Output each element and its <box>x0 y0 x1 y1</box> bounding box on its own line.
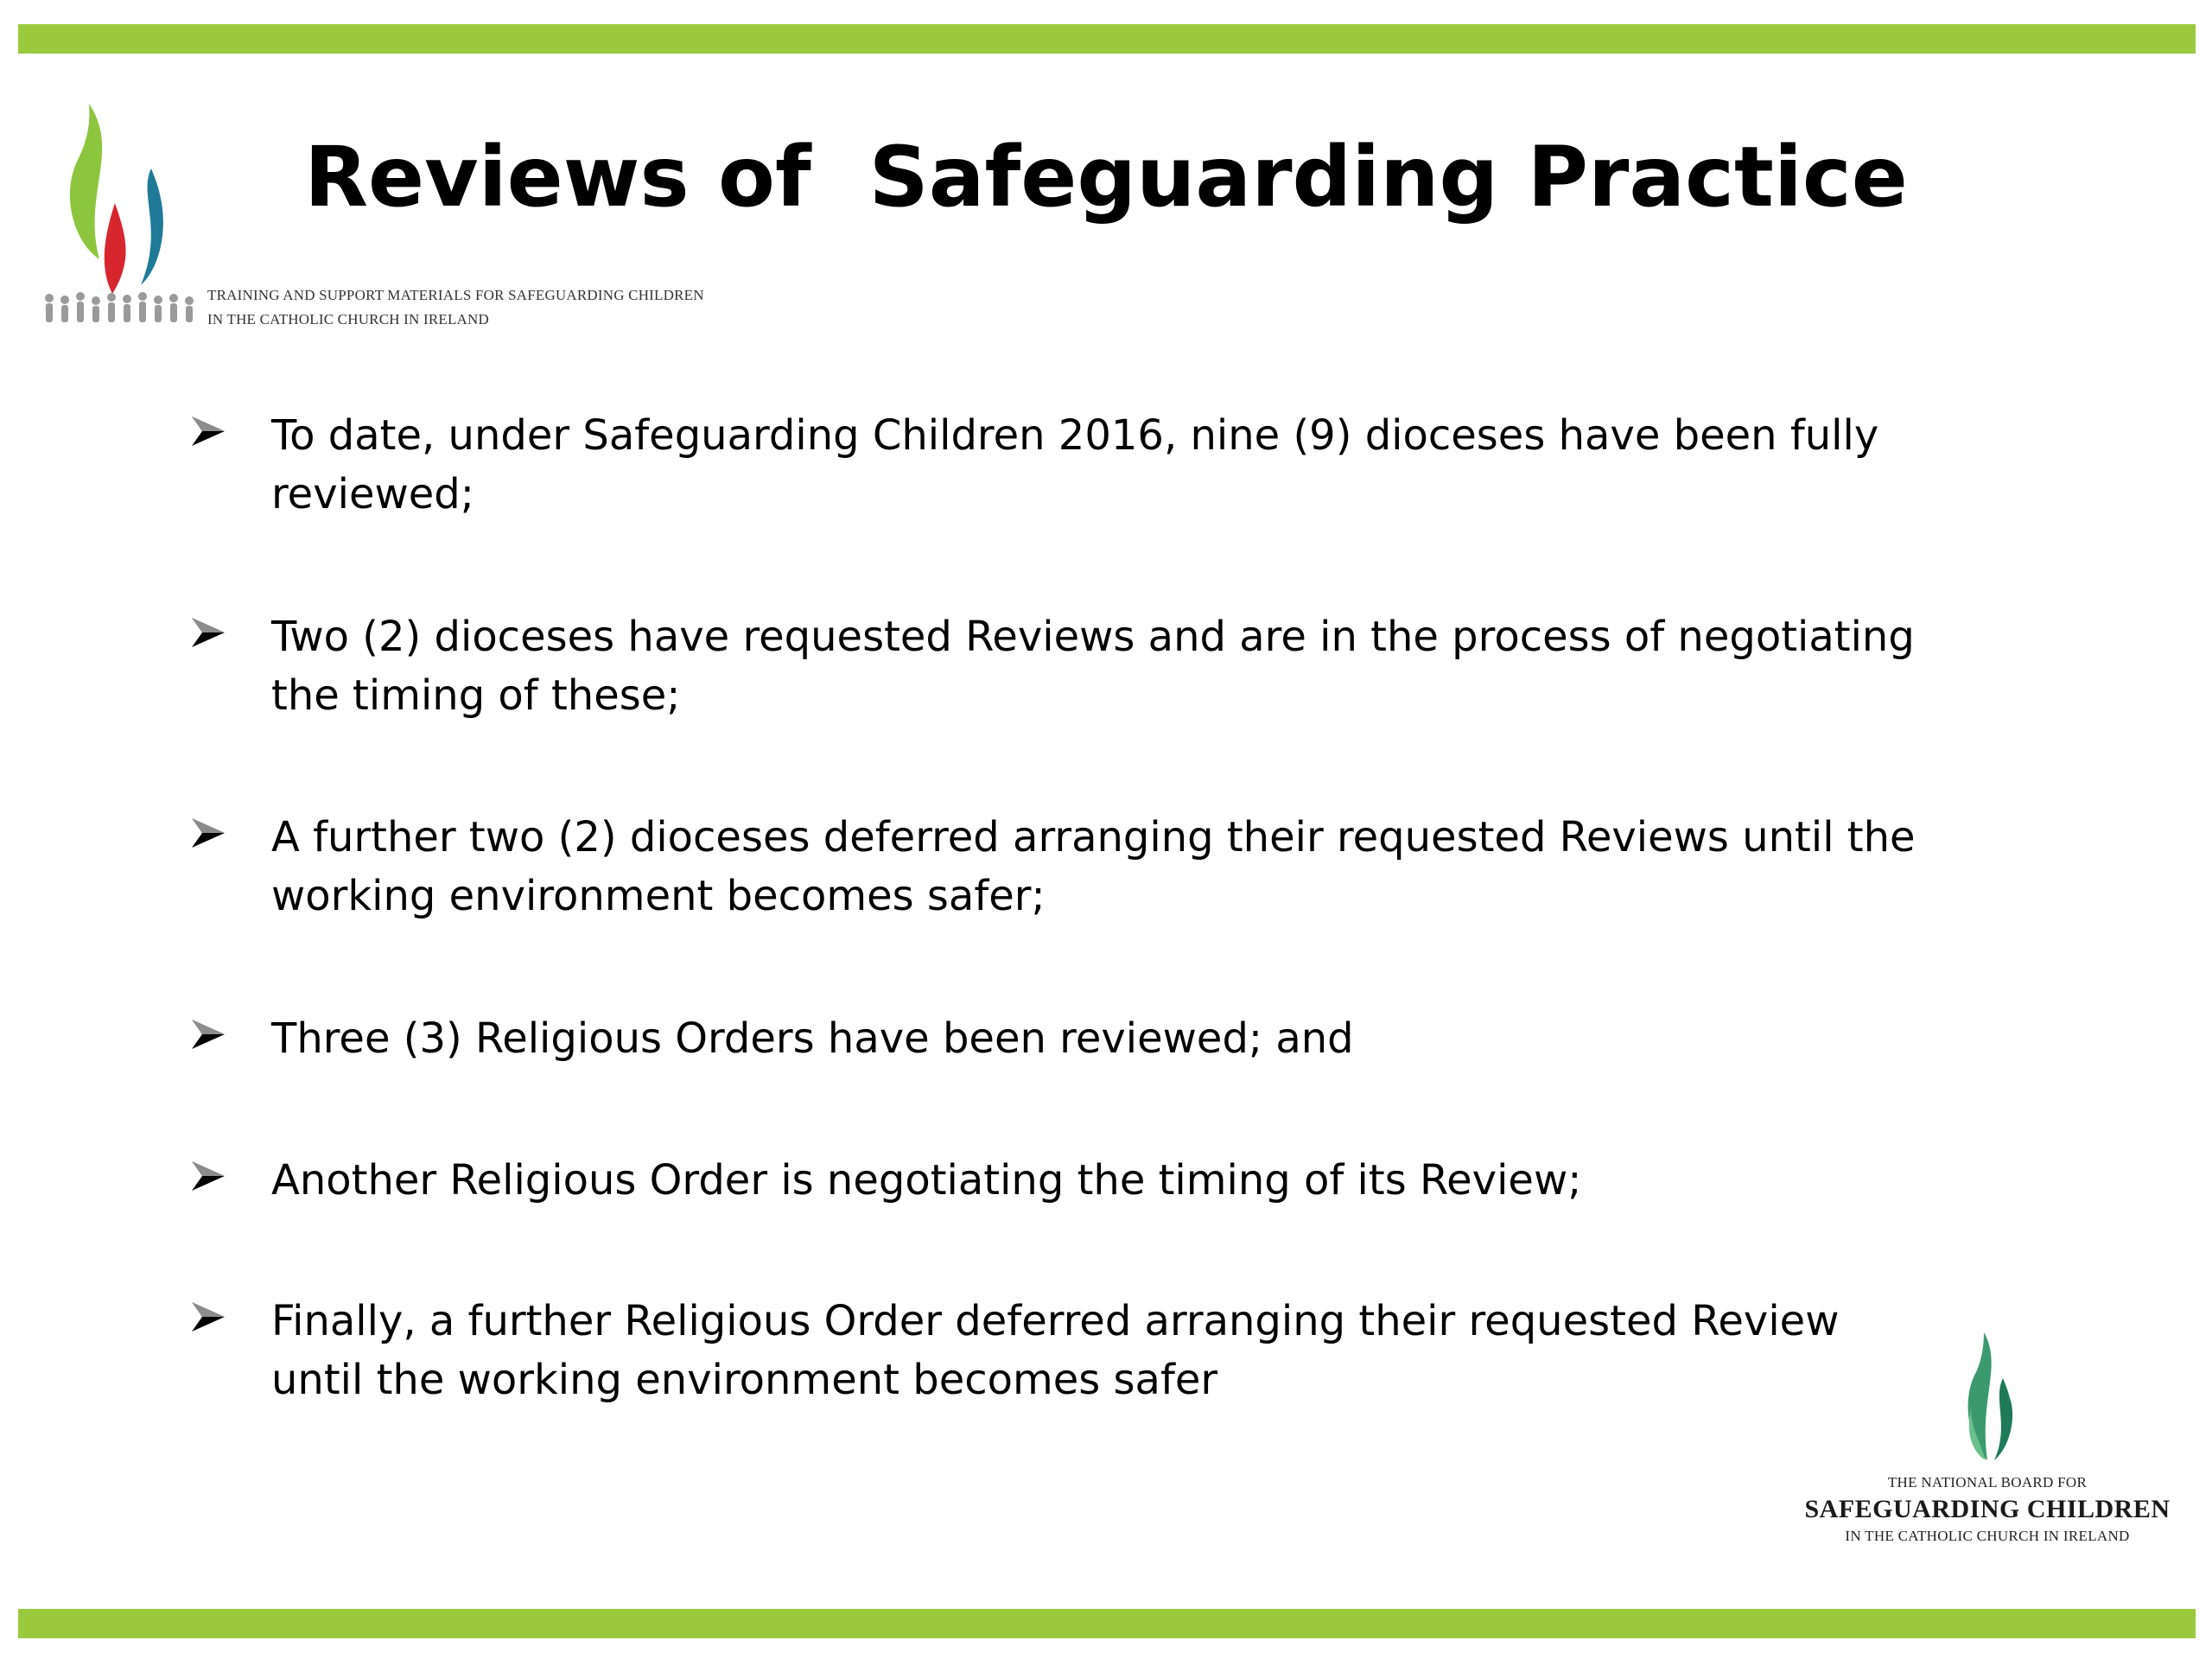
bullet-text: Three (3) Religious Orders have been reviewed; and <box>271 1014 1354 1063</box>
arrow-bullet-icon <box>190 413 226 449</box>
national-board-logo <box>1797 1331 2177 1564</box>
logo-tagline-line1: TRAINING AND SUPPORT MATERIALS FOR SAFEGUARDING CHILDREN <box>207 287 704 303</box>
bullet-text: Another Religious Order is negotiating the timing of its Review; <box>271 1156 1582 1205</box>
bullet-text: Finally, a further Religious Order deferred arranging their requested Review until the working environment becomes safer <box>271 1297 1840 1404</box>
arrow-bullet-icon <box>190 1299 226 1335</box>
top-accent-bar <box>18 24 2196 54</box>
page-title-container <box>0 125 2212 229</box>
bullet-text: A further two (2) dioceses deferred arranging their requested Reviews until the working environment becomes safer; <box>271 813 1916 920</box>
page-title: Reviews of Safeguarding Practice <box>304 129 1908 226</box>
arrow-bullet-icon <box>190 815 226 851</box>
arrow-bullet-icon <box>190 1158 226 1194</box>
bottom-accent-bar <box>18 1609 2196 1638</box>
bullet-text: Two (2) dioceses have requested Reviews and are in the process of negotiating the timing of these; <box>271 613 1915 720</box>
arrow-bullet-icon <box>190 1016 226 1052</box>
green-flame-icon <box>1953 1331 2022 1469</box>
arrow-bullet-icon <box>190 614 226 651</box>
training-materials-logo-text <box>207 283 704 332</box>
board-logo-line3: IN THE CATHOLIC CHURCH IN IRELAND <box>1845 1528 2130 1544</box>
board-logo-line2: SAFEGUARDING CHILDREN <box>1804 1495 2171 1523</box>
logo-tagline-line2: IN THE CATHOLIC CHURCH IN IRELAND <box>207 311 489 327</box>
board-logo-line1: THE NATIONAL BOARD FOR <box>1887 1474 2088 1491</box>
bullet-text: To date, under Safeguarding Children 2016, nine (9) dioceses have been fully reviewed; <box>271 411 1879 518</box>
